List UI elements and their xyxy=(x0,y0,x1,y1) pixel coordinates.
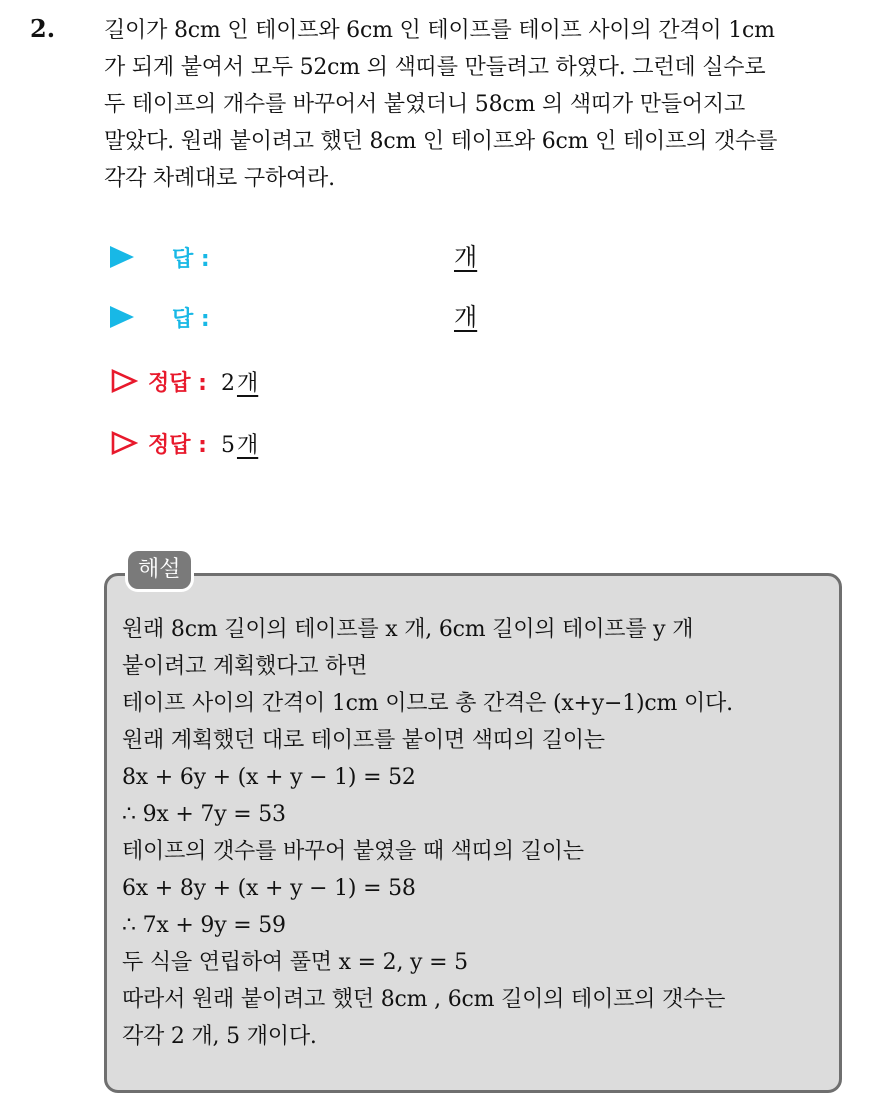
correct-answer-value xyxy=(221,428,258,459)
correct-answer-row-2 xyxy=(110,423,258,463)
outline-triangle-icon xyxy=(110,368,138,394)
solution-line: 각각 2 개, 5 개이다. xyxy=(122,1024,317,1049)
question-line: 말았다. 원래 붙이려고 했던 8cm 인 테이프와 6cm 인 테이프의 갯수를 xyxy=(104,129,778,154)
solution-tab: 해설 xyxy=(128,551,191,589)
solution-text xyxy=(122,611,832,1055)
answer-blank[interactable]: 개 xyxy=(454,303,478,331)
correct-answer-value xyxy=(221,366,258,397)
answer-row-2 xyxy=(110,297,478,337)
correct-answer-label: 정답 : xyxy=(148,370,207,396)
solution-equation: 8x + 6y + (x + y − 1) = 52 xyxy=(122,765,416,790)
correct-answer-label: 정답 : xyxy=(148,432,207,458)
question-text xyxy=(104,12,864,197)
solution-equation: 6x + 8y + (x + y − 1) = 58 xyxy=(122,876,416,901)
solution-line: 붙이려고 계획했다고 하면 xyxy=(122,654,368,679)
question-line: 길이가 8cm 인 테이프와 6cm 인 테이프를 테이프 사이의 간격이 1cm xyxy=(104,18,775,43)
question-line: 각각 차례대로 구하여라. xyxy=(104,166,335,191)
solution-line: 두 식을 연립하여 풀면 x = 2, y = 5 xyxy=(122,950,468,975)
correct-answer-unit: 개 xyxy=(236,370,259,396)
correct-answer-number: 5 xyxy=(220,432,235,458)
solution-line: 원래 8cm 길이의 테이프를 x 개, 6cm 길이의 테이프를 y 개 xyxy=(122,617,694,642)
answer-row-1 xyxy=(110,237,478,277)
solution-equation: ∴ 7x + 9y = 59 xyxy=(122,913,286,938)
answer-blank[interactable]: 개 xyxy=(454,243,478,271)
solution-equation: ∴ 9x + 7y = 53 xyxy=(122,802,286,827)
correct-answer-row-1 xyxy=(110,361,258,401)
question-line: 두 테이프의 개수를 바꾸어서 붙였더니 58cm 의 색띠가 만들어지고 xyxy=(104,92,746,117)
solution-line: 원래 계획했던 대로 테이프를 붙이면 색띠의 길이는 xyxy=(122,728,605,753)
play-triangle-icon xyxy=(110,306,134,328)
outline-triangle-icon xyxy=(110,430,138,456)
solution-line: 따라서 원래 붙이려고 했던 8cm , 6cm 길이의 테이프의 갯수는 xyxy=(122,987,726,1012)
answer-label: 답 : xyxy=(172,246,210,272)
question-number: 2. xyxy=(30,14,56,43)
answer-label: 답 : xyxy=(172,306,210,332)
correct-answer-number: 2 xyxy=(220,370,235,396)
correct-answer-unit: 개 xyxy=(236,432,259,458)
solution-line: 테이프 사이의 간격이 1cm 이므로 총 간격은 (x+y−1)cm 이다. xyxy=(122,691,733,716)
solution-line: 테이프의 갯수를 바꾸어 붙였을 때 색띠의 길이는 xyxy=(122,839,584,864)
play-triangle-icon xyxy=(110,246,134,268)
question-line: 가 되게 붙여서 모두 52cm 의 색띠를 만들려고 하였다. 그런데 실수로 xyxy=(104,55,766,80)
